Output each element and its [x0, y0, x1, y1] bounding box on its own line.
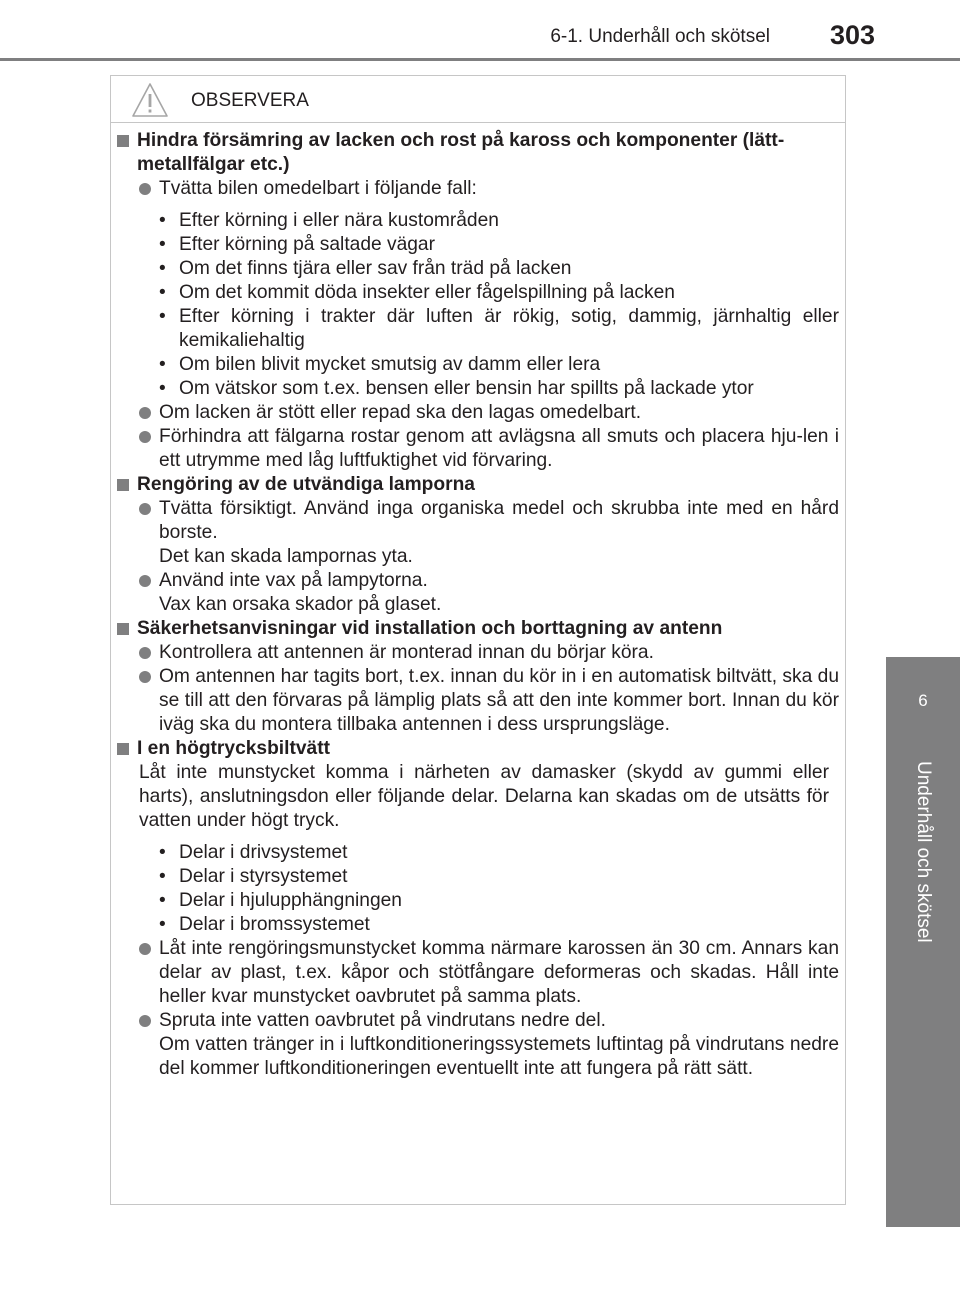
item-text: Spruta inte vatten oavbrutet på vindrutans nedre del. — [159, 1010, 606, 1031]
square-bullet-icon — [117, 743, 129, 755]
round-bullet-icon — [139, 407, 151, 419]
bullet-item — [159, 305, 839, 353]
bullet-item — [159, 209, 839, 233]
bullet-item — [159, 913, 839, 937]
dot-glyph-icon: • — [159, 378, 166, 399]
round-bullet-icon — [139, 647, 151, 659]
list-item — [117, 425, 839, 473]
round-bullet-icon — [139, 431, 151, 443]
dot-glyph-icon: • — [159, 210, 166, 231]
list-item — [117, 177, 839, 201]
bullet-item — [159, 889, 839, 913]
square-bullet-icon — [117, 135, 129, 147]
dot-glyph-icon: • — [159, 354, 166, 375]
round-bullet-icon — [139, 503, 151, 515]
notice-title: OBSERVERA — [191, 90, 309, 111]
square-bullet-icon — [117, 479, 129, 491]
bullet-text: Delar i bromssystemet — [179, 914, 370, 935]
list-item — [117, 497, 839, 569]
bullet-text: Om vätskor som t.ex. bensen eller bensin har spillts på lackade ytor — [179, 378, 754, 399]
dot-glyph-icon: • — [159, 914, 166, 935]
round-bullet-icon — [139, 943, 151, 955]
list-item — [117, 937, 839, 1009]
bullet-item — [159, 353, 839, 377]
list-item — [117, 401, 839, 425]
section-heading — [117, 737, 839, 761]
list-item — [117, 569, 839, 617]
item-text: Använd inte vax på lampytorna. — [159, 570, 428, 591]
bullet-item — [159, 841, 839, 865]
notice-box — [110, 75, 846, 1205]
item-text: Kontrollera att antennen är monterad innan du börjar köra. — [159, 642, 654, 663]
heading-text: I en högtrycksbiltvätt — [137, 738, 330, 759]
item-text: Låt inte rengöringsmunstycket komma närmare karossen än 30 cm. Annars kan delar av plast, t.ex. kåpor och stötfångare deformeras och skadas. Håll inte heller kvar munstycket oavbrutet på samma plats. — [159, 938, 839, 1007]
round-bullet-icon — [139, 671, 151, 683]
notice-rule — [111, 122, 845, 123]
bullet-list — [117, 209, 839, 401]
bullet-text: Efter körning på saltade vägar — [179, 234, 435, 255]
item-text: Tvätta försiktigt. Använd inga organiska medel och skrubba inte med en hård borste. — [159, 498, 839, 543]
bullet-text: Om bilen blivit mycket smutsig av damm eller lera — [179, 354, 601, 375]
list-item — [117, 665, 839, 737]
section-heading — [117, 617, 839, 641]
square-bullet-icon — [117, 623, 129, 635]
bullet-item — [159, 257, 839, 281]
item-note: Vax kan orsaka skador på glaset. — [159, 594, 442, 615]
bullet-text: Efter körning i eller nära kustområden — [179, 210, 499, 231]
round-bullet-icon — [139, 1015, 151, 1027]
bullet-item — [159, 233, 839, 257]
dot-glyph-icon: • — [159, 282, 166, 303]
dot-glyph-icon: • — [159, 866, 166, 887]
bullet-text: Om det finns tjära eller sav från träd på lacken — [179, 258, 572, 279]
item-text: Om lacken är stött eller repad ska den lagas omedelbart. — [159, 402, 642, 423]
header-section-title: 6-1. Underhåll och skötsel — [550, 26, 770, 47]
item-text: Om antennen har tagits bort, t.ex. innan du kör in i en automatisk biltvätt, ska du se till att den förvaras på lämplig plats så att den inte kommer bort. Innan du kör iväg ska du montera tillbaka antennen i dess ursprungsläge. — [159, 666, 839, 735]
bullet-text: Delar i styrsystemet — [179, 866, 348, 887]
side-tab-chapter-title — [886, 745, 960, 1227]
item-note: Det kan skada lampornas yta. — [159, 546, 413, 567]
dot-glyph-icon: • — [159, 842, 166, 863]
bullet-list — [117, 841, 839, 937]
list-item — [117, 1009, 839, 1081]
item-note: Om vatten tränger in i luftkonditioneringssystemets luftintag på vindrutans nedre del kommer luftkonditioneringen eventuellt inte att fungera på rätt sätt. — [159, 1034, 839, 1079]
section-heading — [117, 473, 839, 497]
bullet-item — [159, 865, 839, 889]
dot-glyph-icon: • — [159, 306, 166, 327]
heading-text: Säkerhetsanvisningar vid installation och borttagning av antenn — [137, 618, 723, 639]
bullet-text: Efter körning i trakter där luften är rökig, sotig, dammig, järnhaltig eller kemikaliehaltig — [179, 306, 839, 351]
section-intro: Låt inte munstycket komma i närheten av damasker (skydd av gummi eller harts), anslutningsdon eller följande delar. Delarna kan skadas om de utsätts för vatten under högt tryck. — [139, 762, 829, 831]
list-item — [117, 641, 839, 665]
heading-text: Hindra försämring av lacken och rost på kaross och komponenter (lätt-metallfälgar etc.) — [137, 130, 785, 175]
page-number: 303 — [830, 20, 876, 50]
bullet-text: Om det kommit döda insekter eller fågelspillning på lacken — [179, 282, 675, 303]
bullet-text: Delar i hjulupphängningen — [179, 890, 402, 911]
header-rule — [0, 58, 960, 61]
side-tab-chapter-number — [886, 657, 960, 745]
dot-glyph-icon: • — [159, 234, 166, 255]
section-heading — [117, 129, 839, 177]
heading-text: Rengöring av de utvändiga lamporna — [137, 474, 475, 495]
bullet-item — [159, 281, 839, 305]
round-bullet-icon — [139, 575, 151, 587]
round-bullet-icon — [139, 183, 151, 195]
dot-glyph-icon: • — [159, 258, 166, 279]
chapter-title: Underhåll och skötsel — [913, 761, 934, 943]
warning-triangle-icon — [131, 82, 169, 118]
bullet-item — [159, 377, 839, 401]
chapter-number: 6 — [918, 691, 928, 710]
notice-content — [117, 129, 839, 1081]
item-text: Förhindra att fälgarna rostar genom att avlägsna all smuts och placera hju-len i ett utrymme med låg luftfuktighet vid förvaring. — [159, 426, 839, 471]
item-text: Tvätta bilen omedelbart i följande fall: — [159, 178, 477, 199]
dot-glyph-icon: • — [159, 890, 166, 911]
bullet-text: Delar i drivsystemet — [179, 842, 348, 863]
